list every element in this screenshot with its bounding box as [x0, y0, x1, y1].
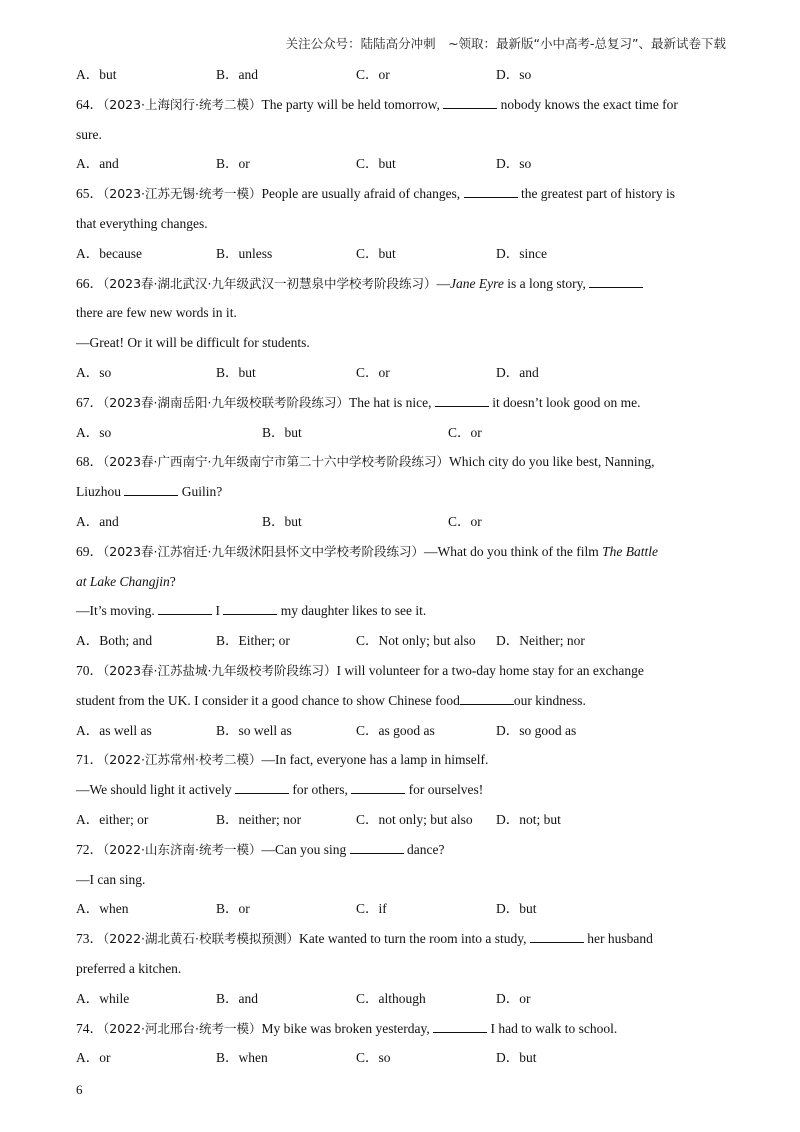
answer-blank[interactable] — [443, 94, 497, 109]
film-title: The Battle — [602, 543, 658, 559]
option-a[interactable]: A．as well as — [76, 722, 152, 738]
question-source: （2022·江苏常州·校考二模） — [103, 752, 262, 768]
option-a[interactable]: A．when — [76, 901, 129, 917]
option-b[interactable]: B．or — [216, 901, 250, 917]
option-b[interactable]: B．so well as — [216, 722, 292, 738]
question-number: 65． — [76, 186, 103, 202]
option-b[interactable]: B．unless — [216, 245, 273, 261]
question-64-line2: sure. — [76, 126, 102, 142]
question-65-line2: that everything changes. — [76, 215, 208, 231]
question-number: 69． — [76, 543, 103, 559]
question-text: I had to walk to school. — [487, 1020, 618, 1036]
question-65 — [76, 179, 726, 209]
option-a[interactable]: A．and — [76, 156, 119, 172]
question-68-line2 — [76, 477, 726, 507]
question-source: （2023春·广西南宁·九年级南宁市第二十六中学校考阶段练习） — [103, 454, 450, 470]
question-71 — [76, 745, 726, 775]
question-70-line2 — [76, 686, 726, 716]
question-70 — [76, 656, 726, 686]
question-66-line2: there are few new words in it. — [76, 305, 237, 321]
question-number: 71． — [76, 752, 103, 768]
question-text: the greatest part of history is — [517, 186, 676, 202]
answer-blank[interactable] — [530, 928, 584, 943]
question-number: 68． — [76, 454, 103, 470]
question-text: I — [212, 603, 224, 619]
option-d[interactable]: D．so good as — [496, 722, 577, 738]
option-c[interactable]: C．or — [356, 364, 390, 380]
question-66 — [76, 269, 726, 299]
page-header: 关注公众号：陆陆高分冲刺 ~领取：最新版“小中高考-总复习”、最新试卷下载 — [285, 36, 726, 51]
question-text: —It’s moving. — [76, 603, 159, 619]
option-a[interactable]: A．because — [76, 245, 142, 261]
question-text: —What do you think of the film — [424, 543, 603, 559]
option-b[interactable]: B．when — [216, 1050, 268, 1066]
option-d[interactable]: D．since — [496, 245, 547, 261]
option-a[interactable]: A．and — [76, 513, 119, 529]
question-source: （2023春·湖北武汉·九年级武汉一初慧泉中学校考阶段练习） — [103, 275, 437, 291]
question-text: ? — [169, 573, 176, 589]
film-title: at Lake Changjin — [76, 573, 170, 589]
question-text: —We should light it actively — [76, 782, 236, 798]
question-source: （2022·河北邢台·统考一模） — [103, 1020, 262, 1036]
option-b[interactable]: B．neither; nor — [216, 811, 302, 827]
options-68 — [76, 507, 726, 537]
question-73 — [76, 924, 726, 954]
question-74 — [76, 1014, 726, 1044]
question-source: （2023·江苏无锡·统考一模） — [103, 186, 262, 202]
page-number: 6 — [76, 1082, 83, 1097]
option-d[interactable]: D．so — [496, 156, 532, 172]
answer-blank[interactable] — [435, 392, 489, 407]
question-text: — — [436, 275, 451, 291]
option-c[interactable]: C．not only; but also — [356, 811, 473, 827]
book-title: Jane Eyre — [450, 275, 504, 291]
option-d[interactable]: D．not; but — [496, 811, 561, 827]
question-68 — [76, 447, 726, 477]
option-c[interactable]: C．or — [356, 67, 390, 82]
options-72 — [76, 894, 726, 924]
question-source: （2023春·江苏宿迁·九年级沭阳县怀文中学校考阶段练习） — [103, 543, 425, 559]
question-text: for others, — [289, 782, 352, 798]
option-a[interactable]: A．so — [76, 424, 112, 440]
option-a[interactable]: A．or — [76, 1050, 111, 1066]
question-69-line2 — [76, 567, 726, 597]
question-66-line3: —Great! Or it will be difficult for students. — [76, 335, 310, 351]
question-text: I will volunteer for a two-day home stay for an exchange — [336, 662, 644, 678]
option-b[interactable]: B．or — [216, 156, 250, 172]
question-number: 74． — [76, 1020, 103, 1036]
option-b[interactable]: B．Either; or — [216, 633, 290, 649]
answer-blank[interactable] — [124, 481, 178, 496]
question-text: Liuzhou — [76, 484, 125, 500]
answer-blank[interactable] — [464, 183, 518, 198]
options-70 — [76, 716, 726, 746]
option-b[interactable]: B．but — [262, 513, 302, 529]
question-source: （2023春·江苏盐城·九年级校考阶段练习） — [103, 662, 337, 678]
option-d[interactable]: D．or — [496, 990, 531, 1006]
answer-blank[interactable] — [350, 839, 404, 854]
options-69 — [76, 626, 726, 656]
question-number: 66． — [76, 275, 103, 291]
options-71 — [76, 805, 726, 835]
option-d[interactable]: D．but — [496, 901, 537, 917]
answer-blank[interactable] — [223, 600, 277, 615]
answer-blank[interactable] — [433, 1018, 487, 1033]
question-source: （2022·湖北黄石·校联考模拟预测） — [103, 931, 300, 947]
question-text: People are usually afraid of changes, — [261, 186, 464, 202]
answer-blank[interactable] — [158, 600, 212, 615]
question-69-line3 — [76, 596, 726, 626]
question-source: （2023春·湖南岳阳·九年级校联考阶段练习） — [103, 394, 350, 410]
answer-blank[interactable] — [589, 273, 643, 288]
question-number: 64． — [76, 96, 103, 112]
question-72 — [76, 835, 726, 865]
question-64 — [76, 90, 726, 120]
question-text: it doesn’t look good on me. — [488, 394, 641, 410]
question-72-line2: —I can sing. — [76, 871, 146, 887]
question-text: my daughter likes to see it. — [277, 603, 427, 619]
question-number: 67． — [76, 394, 103, 410]
question-text: The hat is nice, — [349, 394, 435, 410]
option-d[interactable]: D．Neither; nor — [496, 633, 585, 649]
option-c[interactable]: C．if — [356, 901, 387, 917]
option-c[interactable]: C．Not only; but also — [356, 633, 476, 649]
question-text: her husband — [583, 931, 653, 947]
question-list — [76, 60, 726, 1073]
option-c[interactable]: C．or — [448, 424, 482, 440]
answer-blank[interactable] — [351, 779, 405, 794]
question-source: （2023·上海闵行·统考二模） — [103, 96, 262, 112]
question-text: for ourselves! — [405, 782, 484, 798]
answer-blank[interactable] — [235, 779, 289, 794]
option-a[interactable]: A．while — [76, 990, 130, 1006]
question-73-line2: preferred a kitchen. — [76, 960, 182, 976]
question-text: Guilin? — [178, 484, 223, 500]
question-number: 72． — [76, 841, 103, 857]
question-text: My bike was broken yesterday, — [261, 1020, 434, 1036]
question-text: nobody knows the exact time for — [497, 96, 678, 112]
question-number: 73． — [76, 931, 103, 947]
question-69 — [76, 537, 726, 567]
question-67 — [76, 388, 726, 418]
option-c[interactable]: C．but — [356, 156, 396, 172]
option-b[interactable]: B．and — [216, 67, 258, 82]
question-text: Which city do you like best, Nanning, — [449, 454, 655, 470]
question-71-line2 — [76, 775, 726, 805]
options-prev — [76, 60, 726, 90]
option-c[interactable]: C．so — [356, 1050, 391, 1066]
option-d[interactable]: D．but — [496, 1050, 537, 1066]
options-74 — [76, 1043, 726, 1073]
question-text: —In fact, everyone has a lamp in himself. — [261, 752, 489, 768]
option-d[interactable]: D．so — [496, 67, 532, 82]
options-67 — [76, 418, 726, 448]
option-d[interactable]: D．and — [496, 364, 539, 380]
option-c[interactable]: C．as good as — [356, 722, 435, 738]
option-a[interactable]: A．so — [76, 364, 112, 380]
question-text: dance? — [403, 841, 445, 857]
answer-blank[interactable] — [460, 690, 514, 705]
option-a[interactable]: A．either; or — [76, 811, 149, 827]
question-text: student from the UK. I consider it a good chance to show Chinese food — [76, 692, 460, 708]
option-c[interactable]: C．or — [448, 513, 482, 529]
option-b[interactable]: B．but — [262, 424, 302, 440]
question-text: Kate wanted to turn the room into a study, — [299, 931, 530, 947]
options-65 — [76, 239, 726, 269]
question-number: 70． — [76, 662, 103, 678]
question-source: （2022·山东济南·统考一模） — [103, 841, 262, 857]
option-b[interactable]: B．but — [216, 364, 256, 380]
question-text: —Can you sing — [261, 841, 350, 857]
option-c[interactable]: C．but — [356, 245, 396, 261]
question-text: our kindness. — [513, 692, 586, 708]
option-a[interactable]: A．but — [76, 67, 117, 82]
options-73 — [76, 984, 726, 1014]
options-64 — [76, 149, 726, 179]
option-a[interactable]: A．Both; and — [76, 633, 153, 649]
option-c[interactable]: C．although — [356, 990, 426, 1006]
options-66 — [76, 358, 726, 388]
question-text: The party will be held tomorrow, — [261, 96, 444, 112]
question-text: is a long story, — [503, 275, 590, 291]
option-b[interactable]: B．and — [216, 990, 258, 1006]
